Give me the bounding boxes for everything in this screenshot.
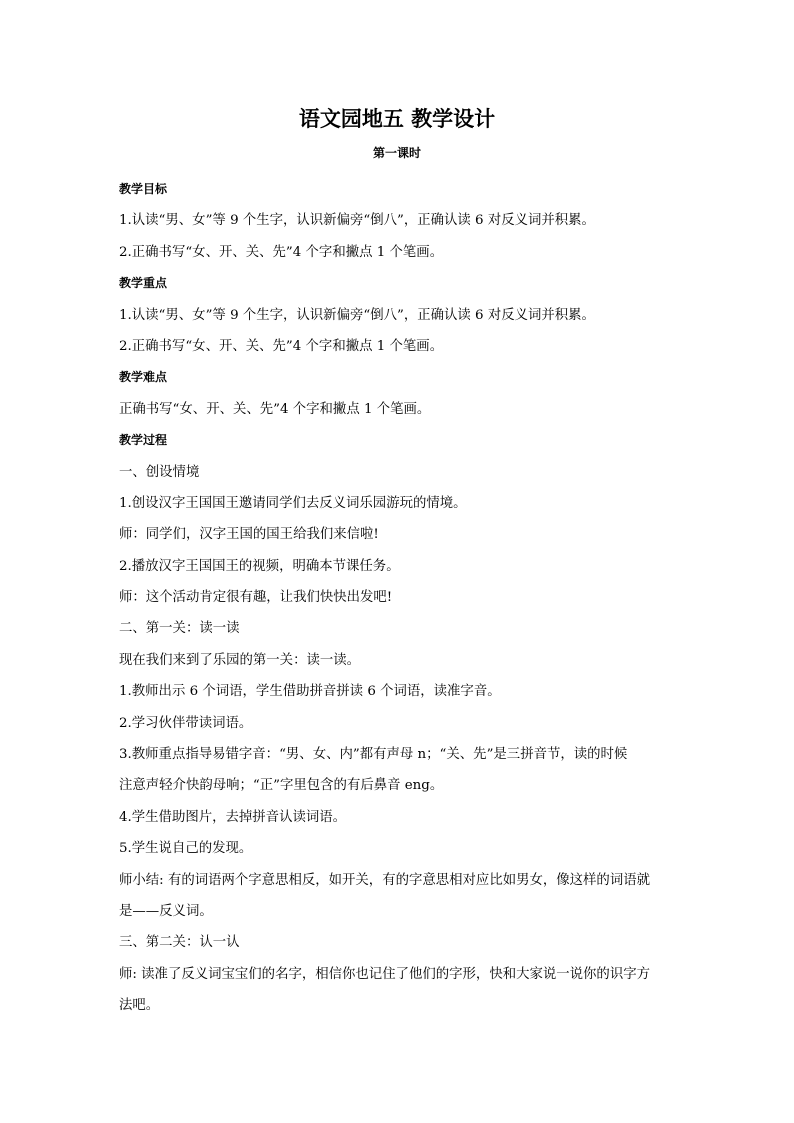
process-line: 5.学生说自己的发现。	[119, 841, 253, 857]
lesson-subtitle: 第一课时	[372, 146, 421, 160]
process-line: 注意声轻介快韵母响；“正”字里包含的有后鼻音 eng。	[119, 778, 444, 794]
section-heading-key-points: 教学重点	[119, 276, 168, 291]
goal-item: 2.正确书写“女、开、关、先”4 个字和撇点 1 个笔画。	[119, 244, 444, 260]
process-line: 二、第一关：读一读	[119, 621, 240, 637]
document-body	[119, 174, 679, 1022]
difficulty-item: 正确书写“女、开、关、先”4 个字和撇点 1 个笔画。	[119, 401, 431, 417]
process-line: 师: 读准了反义词宝宝们的名字，相信你也记住了他们的字形，快和大家说一说你的识字方	[119, 966, 650, 982]
process-line: 现在我们来到了乐园的第一关：读一读。	[119, 652, 361, 668]
document-title: 语文园地五 教学设计	[298, 107, 496, 131]
process-line: 2.播放汉字王国国王的视频，明确本节课任务。	[119, 558, 400, 574]
process-line: 法吧。	[119, 998, 160, 1014]
section-heading-difficulties: 教学难点	[119, 370, 168, 385]
process-line: 师：同学们，汉字王国的国王给我们来信啦!	[119, 527, 379, 543]
process-line: 1.创设汉字王国国王邀请同学们去反义词乐园游玩的情境。	[119, 495, 467, 511]
process-line: 2.学习伙伴带读词语。	[119, 715, 253, 731]
process-line: 师小结: 有的词语两个字意思相反，如开关，有的字意思相对应比如男女，像这样的词语就	[119, 872, 650, 888]
process-line: 1.教师出示 6 个词语，学生借助拼音拼读 6 个词语，读准字音。	[119, 684, 501, 700]
key-point-item: 2.正确书写“女、开、关、先”4 个字和撇点 1 个笔画。	[119, 338, 444, 354]
process-line: 一、创设情境	[119, 464, 200, 480]
process-line: 三、第二关：认一认	[119, 935, 240, 951]
key-point-item: 1.认读“男、女”等 9 个生字，认识新偏旁“倒八”，正确认读 6 对反义词并积累。	[119, 307, 595, 323]
process-line: 3.教师重点指导易错字音：“男、女、内”都有声母 n；“关、先”是三拼音节，读的时候	[119, 747, 628, 763]
section-heading-process: 教学过程	[119, 433, 168, 448]
section-heading-goals: 教学目标	[119, 182, 168, 196]
process-line: 师：这个活动肯定很有趣，让我们快快出发吧!	[119, 590, 393, 606]
goal-item: 1.认读“男、女”等 9 个生字，认识新偏旁“倒八”，正确认读 6 对反义词并积累。	[119, 213, 595, 229]
process-line: 4.学生借助图片，去掉拼音认读词语。	[119, 809, 347, 825]
process-line: 是——反义词。	[119, 903, 213, 919]
